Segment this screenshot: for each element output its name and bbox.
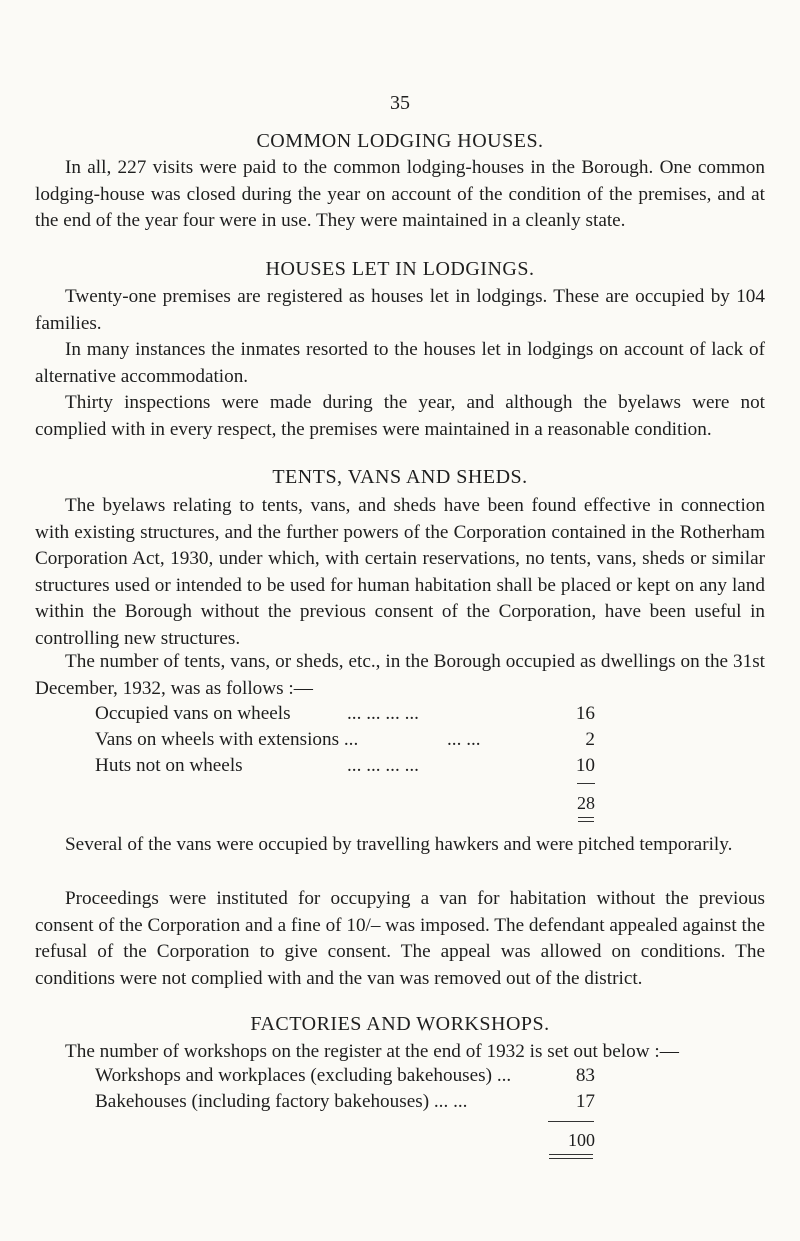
heading-common-lodging-houses: COMMON LODGING HOUSES. bbox=[256, 130, 544, 152]
tents-paragraph-2: The number of tents, vans, or sheds, etc., in the Borough occupied as dwellings on the 31st December, 1932, was as follows :— bbox=[35, 651, 765, 699]
row-label: Vans on wheels with extensions ... bbox=[95, 729, 359, 750]
houses-let-paragraph-3: Thirty inspections were made during the year, and although the byelaws were not complied with in every respect, the premises were maintained in a reasonable condition. bbox=[35, 392, 765, 440]
houses-let-paragraph-1: Twenty-one premises are registered as houses let in lodgings. These are occupied by 104 families. bbox=[35, 286, 765, 334]
row-value: 16 bbox=[575, 703, 595, 724]
row-leader: ... ... ... ... bbox=[347, 755, 419, 776]
lodging-paragraph: In all, 227 visits were paid to the common lodging-houses in the Borough. One common lodging-house was closed during the year on account of the condition of the premises, and at the end of the year four were in use. They were maintained in a cleanly state. bbox=[35, 157, 765, 231]
total-double-rule bbox=[578, 817, 594, 822]
heading-houses-let: HOUSES LET IN LODGINGS. bbox=[265, 258, 535, 280]
row-label: Bakehouses (including factory bakehouses) ... ... bbox=[95, 1091, 468, 1112]
row-value: 2 bbox=[585, 729, 595, 750]
workshops-total: 100 bbox=[568, 1130, 595, 1150]
page-number: 35 bbox=[390, 92, 410, 114]
factories-paragraph-1: The number of workshops on the register at the end of 1932 is set out below :— bbox=[65, 1041, 679, 1062]
tents-paragraph-4: Proceedings were instituted for occupying a van for habitation without the previous consent of the Corporation and a fine of 10/– was imposed. The defendant appealed against the refusal of the Corporation to give consent. The appeal was allowed on conditions. The conditions were not complied with and the van was removed out of the district. bbox=[35, 888, 765, 989]
total-double-rule bbox=[549, 1154, 593, 1159]
row-label: Huts not on wheels bbox=[95, 755, 243, 776]
dwellings-total: 28 bbox=[577, 793, 595, 813]
row-value: 17 bbox=[575, 1091, 595, 1112]
row-leader: ... ... bbox=[447, 729, 481, 750]
row-value: 83 bbox=[575, 1065, 595, 1086]
tents-paragraph-3: Several of the vans were occupied by travelling hawkers and were pitched temporarily. bbox=[65, 834, 733, 855]
row-value: 10 bbox=[575, 755, 595, 776]
row-label: Workshops and workplaces (excluding bakehouses) ... bbox=[95, 1065, 512, 1086]
row-leader: ... ... ... ... bbox=[347, 703, 419, 724]
houses-let-paragraph-2: In many instances the inmates resorted to the houses let in lodgings on account of lack of alternative accommodation. bbox=[35, 339, 765, 387]
total-rule bbox=[577, 783, 595, 784]
heading-tents-vans-sheds: TENTS, VANS AND SHEDS. bbox=[272, 466, 528, 488]
heading-factories-workshops: FACTORIES AND WORKSHOPS. bbox=[250, 1013, 550, 1035]
tents-paragraph-1: The byelaws relating to tents, vans, and sheds have been found effective in connection with existing structures, and the further powers of the Corporation contained in the Rotherham Corporation Act, 1930, under which, with certain reservations, no tents, vans, sheds or similar structures used or intended to be used for human habitation shall be placed or kept on any land within the Borough without the previous consent of the Corporation, have been useful in controlling new structures. bbox=[35, 495, 765, 649]
row-label: Occupied vans on wheels bbox=[95, 703, 291, 724]
total-rule bbox=[548, 1121, 594, 1122]
